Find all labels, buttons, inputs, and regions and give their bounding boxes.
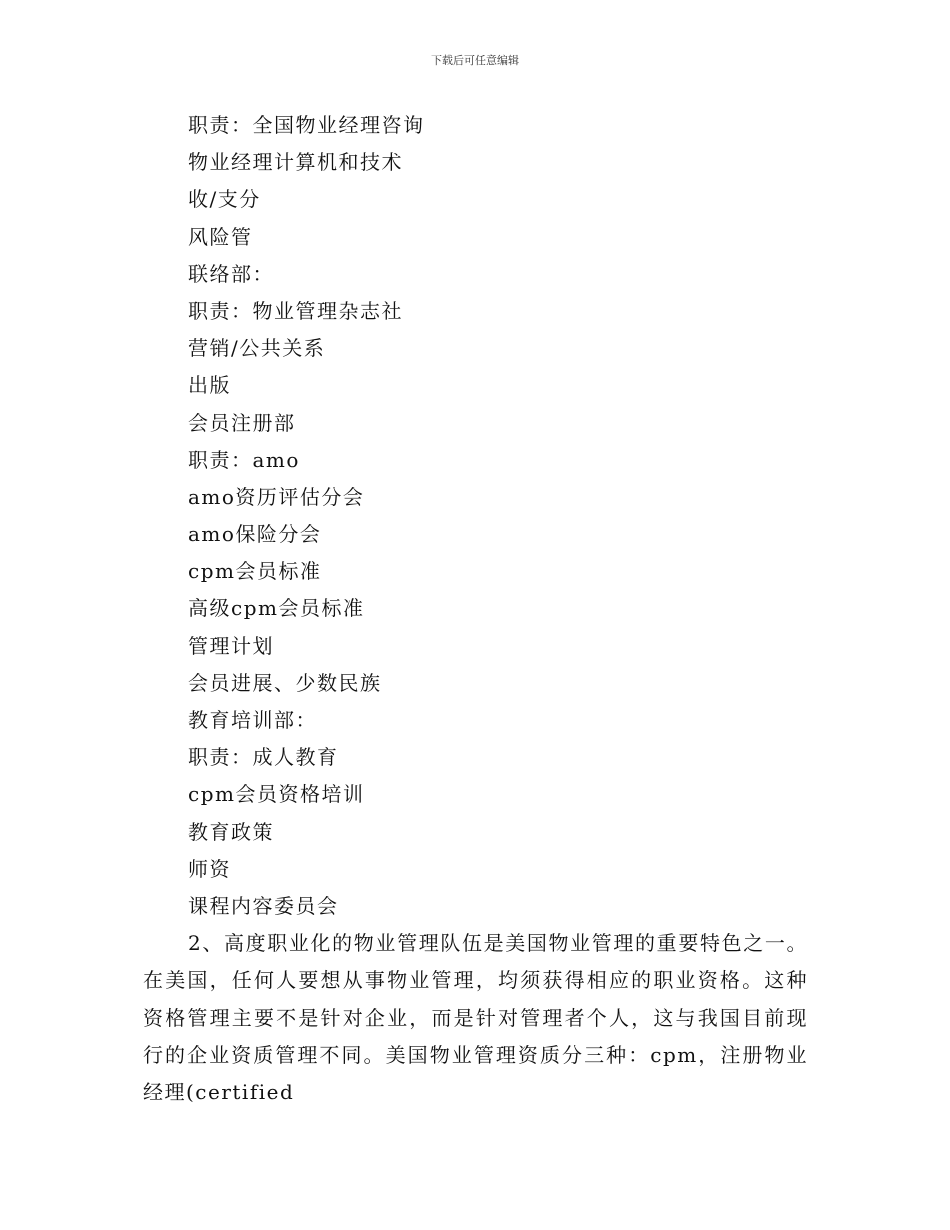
text-line: 职责：物业管理杂志社 (188, 298, 403, 323)
text-line: 会员进展、少数民族 (188, 670, 382, 695)
text-line: amo保险分会 (188, 522, 322, 547)
text-line: 教育培训部： (188, 708, 317, 732)
text-line: 物业经理计算机和技术 (188, 150, 403, 175)
text-line: 师资 (188, 856, 231, 881)
text-line: 收/支分 (188, 187, 261, 212)
text-line: 职责：全国物业经理咨询 (188, 113, 425, 137)
text-line: 课程内容委员会 (188, 893, 339, 918)
text-line: 管理计划 (188, 633, 274, 658)
text-line: amo资历评估分会 (188, 484, 365, 509)
text-line: 营销/公共关系 (188, 336, 326, 361)
text-line: 职责：amo (188, 447, 300, 472)
document-body (143, 107, 808, 1111)
text-line: cpm会员标准 (188, 559, 322, 584)
page-header-note: 下载后可任意编辑 (431, 54, 519, 67)
text-line: 职责：成人教育 (188, 745, 339, 770)
text-line: 出版 (188, 373, 231, 398)
text-line: 会员注册部 (188, 410, 296, 435)
text-line: 风险管 (188, 224, 253, 249)
text-line: 教育政策 (188, 819, 274, 844)
text-line: cpm会员资格培训 (188, 782, 365, 807)
body-paragraph: 2、高度职业化的物业管理队伍是美国物业管理的重要特色之一。在美国，任何人要想从事物业管理，均须获得相应的职业资格。这种资格管理主要不是针对企业，而是针对管理者个人，这与我国目前现行的企业资质管理不同。美国物业管理资质分三种：cpm，注册物业经理(certified (143, 931, 808, 1104)
text-line: 高级cpm会员标准 (188, 596, 365, 621)
text-line: 联络部： (188, 261, 274, 286)
